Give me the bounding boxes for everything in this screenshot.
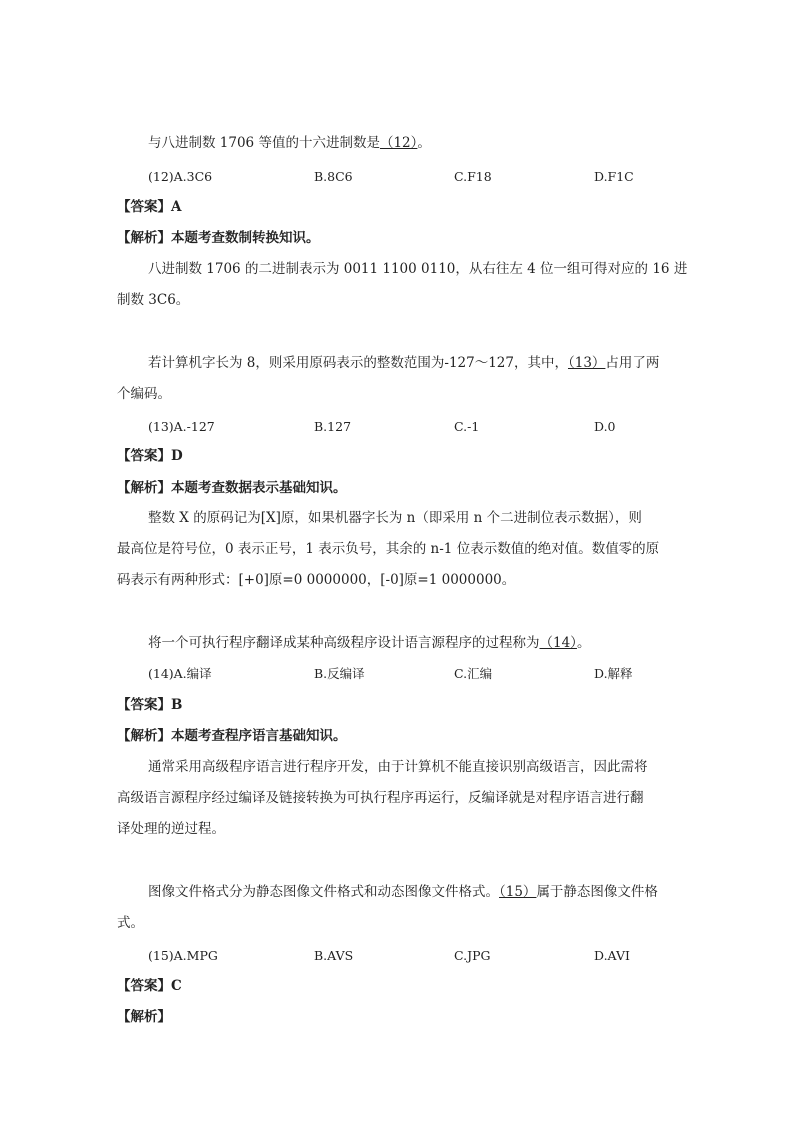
option-d: D.F1C: [594, 169, 634, 184]
answer-blank: （15）: [499, 884, 537, 900]
option-a: (14)A.编译: [148, 666, 212, 681]
answer-blank: （13）: [567, 355, 606, 371]
analysis-line: 最高位是符号位，0 表示正号，1 表示负号，其余的 n-1 位表示数值的绝对值。数值零的原: [117, 541, 660, 557]
question-13-options: [148, 417, 708, 437]
stem-text: 与八进制数 1706 等值的十六进制数是: [148, 135, 380, 151]
option-a: (13)A.-127: [148, 419, 215, 434]
question-13-stem-cont: 个编码。: [117, 386, 171, 402]
option-a: (12)A.3C6: [148, 169, 213, 184]
question-14-options: [148, 664, 708, 684]
option-c: C.汇编: [454, 666, 493, 681]
stem-text: 。: [417, 135, 431, 151]
question-13-stem: [148, 353, 659, 373]
option-c: C.-1: [454, 419, 480, 434]
question-12-answer: 【答案】A: [117, 199, 182, 215]
question-14-stem: [148, 633, 590, 653]
analysis-line: 高级语言源程序经过编译及链接转换为可执行程序再运行，反编译就是对程序语言进行翻: [117, 790, 644, 806]
analysis-line: 制数 3C6。: [117, 292, 190, 308]
option-b: B.AVS: [314, 948, 354, 963]
question-13-analysis-title: 【解析】本题考查数据表示基础知识。: [117, 480, 347, 496]
stem-text: 。: [576, 635, 591, 651]
question-14-analysis-title: 【解析】本题考查程序语言基础知识。: [117, 728, 347, 744]
answer-blank: （12）: [379, 135, 418, 151]
option-d: D.0: [594, 419, 616, 434]
stem-text: 若计算机字长为 8，则采用原码表示的整数范围为-127～127，其中，: [148, 355, 568, 371]
option-a: (15)A.MPG: [148, 948, 218, 963]
analysis-line: 码表示有两种形式：[+0]原=0 0000000，[-0]原=1 0000000。: [117, 572, 516, 588]
question-12-analysis-title: 【解析】本题考查数制转换知识。: [117, 230, 320, 246]
analysis-line: 八进制数 1706 的二进制表示为 0011 1100 0110，从右往左 4 位一组可得对应的 16 进: [148, 261, 688, 277]
answer-blank: （14）: [539, 635, 577, 651]
question-15-options: [148, 946, 708, 966]
question-15-analysis-title: 【解析】: [117, 1009, 171, 1025]
question-15-stem: [148, 882, 658, 902]
question-12-stem: [148, 133, 431, 153]
stem-text: 将一个可执行程序翻译成某种高级程序设计语言源程序的过程称为: [148, 635, 540, 651]
stem-text: 占用了两: [605, 355, 660, 371]
option-b: B.127: [314, 419, 352, 434]
stem-text: 图像文件格式分为静态图像文件格式和动态图像文件格式。: [148, 884, 499, 900]
question-15-answer: 【答案】C: [117, 978, 182, 994]
stem-text: 属于静态图像文件格: [536, 884, 658, 900]
question-14-answer: 【答案】B: [117, 697, 183, 713]
option-d: D.AVI: [594, 948, 630, 963]
analysis-line: 整数 X 的原码记为[X]原，如果机器字长为 n（即采用 n 个二进制位表示数据），则: [148, 510, 642, 526]
option-b: B.8C6: [314, 169, 353, 184]
question-15-stem-cont: 式。: [117, 915, 144, 931]
option-c: C.JPG: [454, 948, 491, 963]
analysis-line: 通常采用高级程序语言进行程序开发，由于计算机不能直接识别高级语言，因此需将: [148, 759, 648, 775]
option-d: D.解释: [594, 666, 633, 681]
option-b: B.反编译: [314, 666, 365, 681]
question-13-answer: 【答案】D: [117, 448, 183, 464]
question-12-options: [148, 167, 708, 187]
option-c: C.F18: [454, 169, 492, 184]
analysis-line: 译处理的逆过程。: [117, 821, 225, 837]
